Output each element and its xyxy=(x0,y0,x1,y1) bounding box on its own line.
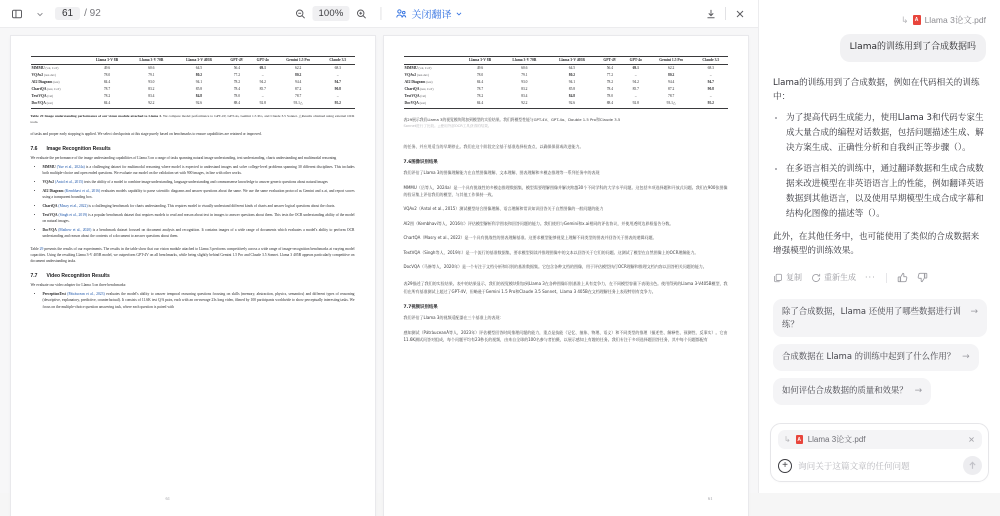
results-table-body xyxy=(31,65,355,109)
bullet-list-77 xyxy=(31,291,355,310)
table-col-header: Llama 3-V 70B xyxy=(512,57,537,62)
page-number-footer: 61 xyxy=(708,496,713,501)
table-row xyxy=(404,94,728,101)
table-cell: 78.4 xyxy=(606,87,614,92)
toolbar-divider xyxy=(725,7,726,20)
table-cell: 83.4 xyxy=(148,94,155,99)
table-row xyxy=(404,65,728,73)
table-cell: 56.4 xyxy=(606,65,614,70)
table-cell: 88.4 xyxy=(224,101,251,109)
bullet-item: • VQAv2 (Antol et al., 2015) tests the ability of a model to combine image understanding, language understanding and commonsense knowledge to answer generic questions about natural images xyxy=(43,179,355,185)
paragraph-77-translated: 我们评估了Llama 3的视频适配器在三个基准上的表现： xyxy=(403,315,504,321)
results-table-body xyxy=(404,65,728,109)
thumbs-down-icon xyxy=(917,272,928,283)
reply-arrow-icon: ↳ xyxy=(901,14,909,25)
table-row xyxy=(404,79,728,86)
composer-box[interactable] xyxy=(770,423,989,482)
copy-icon xyxy=(773,273,783,283)
table-cell: 62.2 xyxy=(668,65,675,70)
composer-input-row xyxy=(778,456,982,475)
zoom-controls xyxy=(290,4,467,24)
table-cell: 90.8 xyxy=(334,87,341,92)
table-cell: 78.2 xyxy=(476,94,484,99)
suggested-questions xyxy=(773,299,986,405)
page-number-footer: 61 xyxy=(165,496,170,501)
section-title: Video Recognition Results xyxy=(46,272,110,279)
close-icon[interactable] xyxy=(967,436,976,443)
table-cell: 93.0 xyxy=(148,80,155,84)
table-cell: 64.5 xyxy=(568,65,576,70)
chat-pane xyxy=(758,0,1000,493)
table-cell: 94.7 xyxy=(334,80,341,84)
section-title: Image Recognition Results xyxy=(46,145,111,152)
action-divider xyxy=(886,273,887,283)
table-cell: 79.1 xyxy=(521,72,528,77)
table-cell: 84.4 xyxy=(103,80,111,84)
table-col-header xyxy=(404,57,459,65)
table-cell: – xyxy=(634,72,637,77)
table-header-row xyxy=(404,57,728,65)
translate-icon xyxy=(396,8,408,20)
pdf-page-original xyxy=(11,36,375,516)
section-number: 7.6 xyxy=(30,145,38,152)
bullet-item: • DocVQA (Mathew et al., 2020) is a benchmark dataset focused on document analysis and recognition. It contains images of a wide range of documents which evaluates a model's ability to perform OCR understanding and reason about the contents of a document to answer questions about them. xyxy=(43,227,355,240)
thumbs-up-button[interactable] xyxy=(897,272,908,283)
table-cell: 93.0 xyxy=(521,80,528,84)
assistant-bullet-list xyxy=(773,111,986,221)
table-cell: 69.1 xyxy=(259,65,266,70)
bullet-item: • PerceptionTest (Pătrăucean et al., 2023) evaluates the model's ability to answer temporal reasoning questions focusing on skills (memory, abstraction, physics, semantics) and different types of reasoning (descriptive, explanatory, predictive, counterfactual). It consists of 11.6K test Q/A pairs, each with an on-average 23s long video, filmed by 100 participants worldwide to show perceptually interesting tasks. We focus on the multiple-choice question answering task, where each question is paired with xyxy=(43,291,355,310)
bullet-item: • MMMU (Yue et al., 2024a) is a challenging dataset for multimodal reasoning where model is expected to understand images and solve college-level problems spanning 30 different disciplines. This includes both multiple-choice and open ended questions. We evaluate our model on the validation set with 900 images, in line with other works. xyxy=(43,164,355,177)
more-actions-button[interactable] xyxy=(865,273,876,282)
chevron-down-icon[interactable] xyxy=(30,4,50,24)
table-cell: 87.2 xyxy=(668,87,675,92)
table-col-header: Gemini 1.5 Pro xyxy=(659,57,684,62)
table-col-header: Llama 3-V 405B xyxy=(559,57,585,62)
table-cell: 77.2 xyxy=(606,72,614,77)
chat-input[interactable]: 询问关于这篇文章的任何问题 xyxy=(798,461,910,472)
table-col-header: GPT-4o xyxy=(256,57,269,62)
table-row xyxy=(31,86,355,93)
translated-item: AI2图（Kembhavi等人，2016年）评估模型解析科学图表和回答问题的能力。我们使用与Gemini和x.ai相同的评估协议，并使用透明边界框报告分数。 xyxy=(403,220,674,226)
table-cell: 92.2 xyxy=(128,101,174,109)
regenerate-button[interactable] xyxy=(811,272,856,283)
table-cell: 80.2 xyxy=(195,72,203,77)
table-cell: 78.4 xyxy=(233,87,241,92)
pdf-file-icon xyxy=(913,15,921,25)
table-cell: 92.8 xyxy=(623,101,648,109)
table-cell: 49.6 xyxy=(103,65,111,70)
table-cell: 80.2 xyxy=(295,72,302,77)
table-cell: – xyxy=(336,72,339,77)
section-heading-77-translated: 7.7视频识别结果 xyxy=(403,305,438,311)
paragraph-76-translated: 我们评估了Llama 3的图像理解能力在自然图像理解、文本理解、图表理解和多模态推理等一系列任务中的表现 xyxy=(403,170,600,176)
table-row xyxy=(31,72,355,79)
assistant-message xyxy=(773,76,986,284)
table-cell: – xyxy=(634,94,637,99)
copy-label: 复制 xyxy=(786,273,802,283)
download-icon[interactable] xyxy=(701,4,721,24)
table-col-header: Llama 3-V 405B xyxy=(186,57,212,62)
copy-button[interactable] xyxy=(773,272,802,283)
table-row-label: TextVQA (val) xyxy=(404,94,427,99)
table-cell: 87.2 xyxy=(295,87,302,92)
table-cell: 85.7 xyxy=(259,87,266,92)
table-cell: 78.2 xyxy=(233,80,241,84)
table-cell: 83.2 xyxy=(148,87,155,92)
table-col-header: GPT-4V xyxy=(603,57,617,62)
thumbs-up-icon xyxy=(897,272,908,283)
table-cell: 84.8 xyxy=(195,94,203,99)
translated-item: TextVQA（Singh等人，2019年）是一个流行的基准数据集，要求模型阅读并推理图像中的文本以回答关于它们的问题。这测试了模型在自然图像上的OCR理解能力。 xyxy=(403,249,699,255)
table-col-header: Llama 3-V 70B xyxy=(139,57,164,62)
table-row-label: VQAv2 (test-dev) xyxy=(404,72,429,77)
refresh-icon xyxy=(811,273,821,283)
table-col-header: Gemini 1.5 Pro xyxy=(286,57,311,62)
section-heading-76-translated: 7.6图像识别结果 xyxy=(403,160,438,166)
table-cell: 78.7 xyxy=(476,87,484,92)
thumbs-down-button[interactable] xyxy=(917,272,928,283)
table-cell: – xyxy=(261,72,264,77)
bullet-item: • TextVQA (Singh et al., 2019) is a popular benchmark dataset that requires models to read and reason about text in images to answer questions about them. This tests the OCR understanding ability of the model on natural images. xyxy=(43,212,355,225)
bullet-item: • ChartQA (Masry et al., 2022) is a challenging benchmark for charts understanding. This requires model to visually understand different kinds of charts and answer logical questions about the charts. xyxy=(43,203,355,209)
table-cell: 80.2 xyxy=(568,72,576,77)
regenerate-label: 重新生成 xyxy=(824,273,856,283)
paragraph-tail-translated: 表29描述了我们的实验结果。表中的结果显示，我们的视觉模块附加到Llama 3在各种图像识别基准上具有竞争力，在不同模型容量下表现出色。使用得到的Llama 3-V405B模型，我们在所有基准测试上超过了GPT-4V，但略逊于Gemini 1.5 Pro和Claude 3.5 Sonnet。Llama 3 405B在文档理解任务上表现特别有竞争力。 xyxy=(403,281,728,294)
table-row xyxy=(31,94,355,101)
table-cell: 92.2 xyxy=(501,101,547,109)
bullet-item: • AI2 Diagram (Kembhavi et al., 2016) evaluates models capability to parse scientific diagrams and answer questions about the same. We use the same evaluation protocol as Gemini and x.ai, and report scores using a transparent bounding box. xyxy=(43,188,355,201)
paragraph-77: We evaluate our video adapter for Llama 3 on three benchmarks: xyxy=(30,282,127,287)
table-header-row xyxy=(31,57,355,65)
table-col-header xyxy=(31,57,86,65)
table-row xyxy=(404,72,728,79)
results-table-translated xyxy=(404,56,728,109)
bullet-list-76 xyxy=(31,164,355,240)
table-caption xyxy=(31,114,355,126)
suggested-question[interactable] xyxy=(773,378,931,405)
pdf-page-translated xyxy=(384,36,748,516)
plus-circle-icon[interactable]: + xyxy=(778,459,792,473)
table-cell: 78.0 xyxy=(476,72,484,77)
table-caption-bold: Table 29 Image understanding performance of our vision module attached to Llama 3. xyxy=(30,113,162,118)
table-caption-rest: We compare model performance to GPT-4V, GPT-4o, Gemini 1.5 Pro, and Claude 3.5 Sonnet. △Results obtained using external OCR tools. xyxy=(30,113,355,124)
table-cell: 94.4 xyxy=(668,80,675,84)
toolbar-right-actions xyxy=(701,4,750,24)
table-row-label: ChartQA (test, CoT) xyxy=(31,87,61,92)
table-cell: 83.2 xyxy=(521,87,528,92)
pdf-pages-container[interactable] xyxy=(0,28,758,501)
table-cell: 84.8 xyxy=(568,94,576,99)
table-cell: 78.2 xyxy=(606,80,614,84)
section-heading-76 xyxy=(31,146,355,152)
table-reference-link[interactable]: 29 xyxy=(39,246,44,251)
table-cell: 90.8 xyxy=(707,87,714,92)
paragraph-table-ref xyxy=(31,246,355,265)
zoom-in-icon[interactable] xyxy=(352,4,372,24)
results-table xyxy=(31,56,355,109)
paragraph-intro: of tasks and proper early stopping is applied. We select checkpoints at this stage purely based on benchmarks to ensure capabilities are retained or improved. xyxy=(30,132,262,137)
paragraph-part: Table xyxy=(30,246,40,251)
table-row xyxy=(31,79,355,86)
table-cell: 64.5 xyxy=(195,65,203,70)
table-col-header: GPT-4V xyxy=(230,57,244,62)
table-row xyxy=(31,65,355,73)
table-cell: 93.1△ xyxy=(648,101,694,109)
table-row xyxy=(404,86,728,93)
reply-arrow-icon: ↳ xyxy=(784,434,791,444)
table-cell: 84.4 xyxy=(476,80,484,84)
suggested-question-text: 除了合成数据，Llama 还使用了哪些数据进行训练？ xyxy=(782,306,961,330)
zoom-level-label[interactable]: 100% xyxy=(312,6,349,21)
table-row-label: AI2 Diagram (test) xyxy=(404,79,433,84)
table-cell: 94.7 xyxy=(707,80,714,84)
suggested-question-text: 合成数据在 Llama 的训练中起到了什么作用？ xyxy=(782,351,956,362)
toolbar-divider xyxy=(381,7,382,20)
table-row-label: VQAv2 (test-dev) xyxy=(31,72,56,77)
arrow-right-icon: → xyxy=(970,307,978,318)
table-row xyxy=(404,101,728,109)
suggested-question[interactable] xyxy=(773,299,987,337)
table-note-translated: 表29展示我们Llama 3的视觉模块附加到模型的实验结果。我们将模型性能与GPT-4V、GPT-4o、Double 1.5 Pro和Claude 3.5 xyxy=(403,116,621,122)
table-cell: 92.8 xyxy=(250,101,275,109)
table-cell: 69.1 xyxy=(632,65,639,70)
table-col-header: Llama 3-V 8B xyxy=(468,57,492,62)
table-cell: 78.0 xyxy=(606,94,614,99)
assistant-outro-text: 此外，在其他任务中，也可能使用了类似的合成数据来增强模型的训练效果。 xyxy=(773,231,980,257)
table-row-label: MMMU (val, CoT) xyxy=(31,65,59,70)
close-icon[interactable] xyxy=(730,4,750,24)
table-cell: – xyxy=(336,94,339,99)
translated-item: ChartQA（Masry et al., 2022）是一个具有挑战性的图表理解基准。这要求模型能够视觉上理解不同类型的图表并回答关于图表的逻辑问题。 xyxy=(403,235,657,241)
page-total-label: / 92 xyxy=(84,8,101,19)
translated-item: VQAv2（Antol et al., 2015）测试模型结合图像理解、语言理解和常识知识回答关于自然图像的一般问题的能力 xyxy=(403,206,604,212)
table-cell: – xyxy=(709,72,712,77)
table-cell: 77.2 xyxy=(233,72,241,77)
table-cell: 94.2 xyxy=(632,80,639,84)
assistant-action-bar xyxy=(773,272,986,283)
zoom-out-icon[interactable] xyxy=(290,4,310,24)
table-row-label: DocVQA (test) xyxy=(31,101,86,109)
paragraph-76: We evaluate the performance of the image understanding capabilities of Llama 3 on a range of tasks spanning natural image understanding, text understanding, charts understanding and multimodal reasoning xyxy=(30,155,337,160)
table-cell: 94.2 xyxy=(259,80,266,84)
table-col-header: Llama 3-V 8B xyxy=(95,57,119,62)
chat-composer xyxy=(759,417,1000,493)
table-cell: 62.2 xyxy=(295,65,302,70)
table-cell: 85.8 xyxy=(568,87,576,92)
attachment-file-name: Llama 3论文.pdf xyxy=(807,435,866,444)
table-cell: 49.6 xyxy=(476,65,484,70)
paragraph-part: presents the results of our experiments. The results in the table show that our vision module attached to Llama 3 performs competitively across a wide range of image-recognition benchmarks at varying model capacities. Using the resulting Llama 3-V 405B model, we outperform GPT-4V on all benchmarks, while being slightly behind Gemini 1.5 Pro and Claude 3.5 Sonnet. Llama 3 405B appears particularly competitive on document understanding tasks. xyxy=(30,246,355,264)
paragraph-intro-translated: 的任务、并应用适当的早期停止。我们在这个阶段完全基于基准选择检查点，以确保保留或改进能力。 xyxy=(403,143,584,149)
table-note-dim: Sonnet进行了比较。△使用外部OCR工具获得的结果。 xyxy=(403,123,492,128)
table-cell: 78.7 xyxy=(668,94,675,99)
table-cell: 84.4 xyxy=(459,101,502,109)
section-number: 7.7 xyxy=(30,272,38,279)
translated-item-77: 感知测试（PȧtrȧuceanȦ等人，2023年）评估模型回答时间推理问题的能力，重点是技能（记忆、抽象、物理、语义）和不同类型的推理（描述性、解释性、预测性、反事实）。它由11.6K测试问答对组成，每个问题平均有23秒长的视频，由来自全球的100名参与者拍摄，以展示感知上有趣的任务。我们专注于多项选择题回答任务，其中每个问题都配有 xyxy=(403,329,728,342)
table-cell: 56.4 xyxy=(233,65,241,70)
send-button[interactable] xyxy=(963,456,982,475)
table-row-label: DocVQA (test) xyxy=(404,101,459,109)
table-cell: 80.2 xyxy=(668,72,675,77)
table-col-header: Claude 3.5 xyxy=(329,57,347,62)
translated-item: MMMU（岳等人，2024a）是一个具有挑战性的多模态推理数据集，模型需要理解图像并解决跨越30个不同学科的大学水平问题。这包括多项选择题和开放式问题。我们在900张图像的验证集上评估我们的模型，与其他工作保持一致。 xyxy=(403,184,728,198)
table-cell: – xyxy=(709,94,712,99)
source-file-name: Llama 3论文.pdf xyxy=(924,15,986,25)
arrow-right-icon: → xyxy=(914,386,923,397)
suggested-question-text: 如何评估合成数据的质量和效果？ xyxy=(782,385,908,396)
table-cell: 60.6 xyxy=(148,65,155,70)
table-col-header: GPT-4o xyxy=(629,57,642,62)
attachment-chip xyxy=(778,430,982,449)
table-cell: 79.1 xyxy=(148,72,155,77)
translated-items-list xyxy=(404,184,728,271)
user-message-bubble: Llama的训练用到了合成数据吗 xyxy=(840,34,986,62)
table-row-label: AI2 Diagram (test) xyxy=(31,79,60,84)
table-cell: 78.0 xyxy=(103,72,111,77)
translated-item: DocVQA（马修等人，2020年）是一个专注于文档分析和识别的基准数据集。它包含各种文档的图像，用于评估模型执行OCR理解和推理文档内容以回答相关问题的能力。 xyxy=(403,264,707,270)
table-cell: 83.4 xyxy=(521,94,528,99)
suggested-question[interactable] xyxy=(773,344,979,371)
table-col-header: Claude 3.5 xyxy=(702,57,720,62)
assistant-bullet-item: • 为了提高代码生成能力，使用Llama 3和代码专家生成大量合成的编程对话数据，包括问题描述生成、解决方案生成、正确性分析和自我纠正等步骤（）。 xyxy=(786,111,986,155)
assistant-bullet-item: • 在多语言相关的训练中，通过翻译数据和生成合成数据来改进模型在非英语语言上的性能，例如翻译英语数据到其他语言，以及使用早期模型生成合成字幕和结构化图像的描述等（）。 xyxy=(786,162,986,221)
table-row-label: MMMU (val, CoT) xyxy=(404,65,432,70)
table-cell: 78.7 xyxy=(295,94,302,99)
pdf-toolbar xyxy=(0,0,758,28)
message-source-row xyxy=(773,14,986,26)
close-translation-label: 关闭翻译 xyxy=(411,10,452,21)
panel-left-icon[interactable] xyxy=(7,4,27,24)
table-row-label: ChartQA (test, CoT) xyxy=(404,87,434,92)
more-horizontal-icon: ··· xyxy=(865,273,876,283)
table-cell: 93.1△ xyxy=(275,101,321,109)
table-cell: 94.4 xyxy=(295,80,302,84)
table-cell: 78.7 xyxy=(103,87,111,92)
arrow-right-icon: → xyxy=(962,352,970,363)
page-indicator xyxy=(55,7,101,20)
table-cell: 68.3 xyxy=(334,65,341,70)
table-cell: 92.6 xyxy=(174,101,223,109)
table-cell: 94.1 xyxy=(568,80,576,84)
table-cell: – xyxy=(261,94,264,99)
section-heading-77 xyxy=(31,273,355,279)
table-cell: 94.1 xyxy=(195,80,203,84)
table-cell: 85.8 xyxy=(195,87,203,92)
table-cell: 78.0 xyxy=(233,94,241,99)
table-cell: 95.2 xyxy=(321,101,354,109)
page-number-input[interactable]: 61 xyxy=(55,7,80,20)
assistant-intro-text: Llama的训练用到了合成数据，例如在代码相关的训练中： xyxy=(773,77,980,103)
table-cell: 92.6 xyxy=(547,101,596,109)
pdf-file-icon xyxy=(796,435,803,444)
chat-messages-scroll[interactable] xyxy=(759,0,1000,417)
table-cell: 78.2 xyxy=(103,94,111,99)
user-message-row xyxy=(773,34,986,62)
table-cell: 85.7 xyxy=(632,87,639,92)
table-cell: 68.3 xyxy=(707,65,714,70)
table-row-label: TextVQA (val) xyxy=(31,94,54,99)
table-cell: 60.6 xyxy=(521,65,528,70)
table-cell: 84.4 xyxy=(86,101,129,109)
table-cell: 88.4 xyxy=(597,101,624,109)
table-cell: 95.2 xyxy=(694,101,727,109)
close-translation-button[interactable] xyxy=(391,4,468,23)
table-row xyxy=(31,101,355,109)
chevron-down-icon xyxy=(456,10,463,17)
